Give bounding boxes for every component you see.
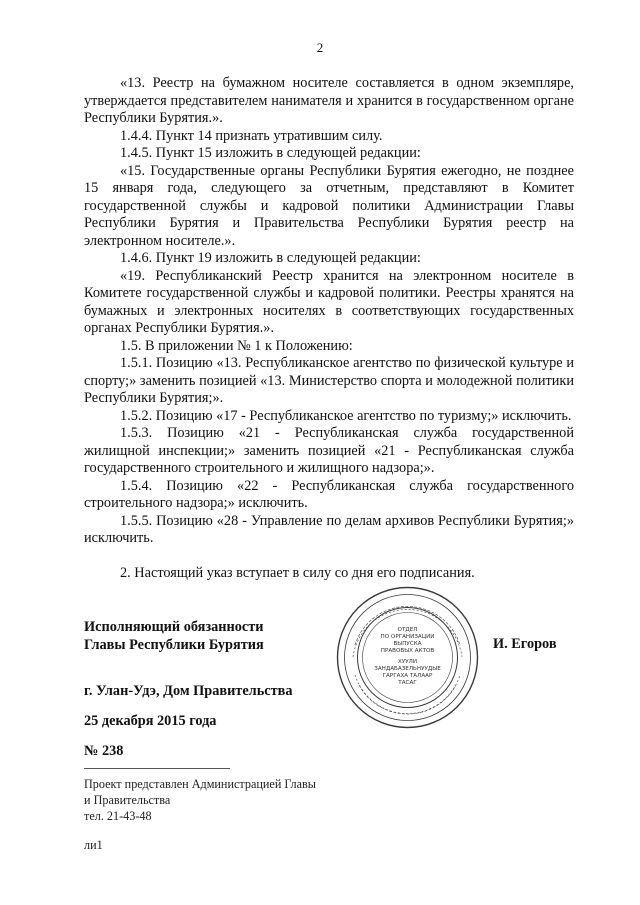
seal-line: ЗАНДАБАЗЕЛЬНУУДЫЕ (374, 666, 441, 672)
position-line: Главы Республики Бурятия (84, 637, 264, 653)
position-line: Исполняющий обязанности (84, 619, 264, 635)
document-body (84, 75, 574, 582)
paragraph: 1.5. В приложении № 1 к Положению: (120, 337, 353, 354)
seal-line: ОТДЕЛ (397, 627, 418, 633)
date: 25 декабря 2015 года (84, 713, 217, 729)
footer-phone: тел. 21-43-48 (84, 809, 152, 823)
divider (84, 768, 230, 769)
paragraph: 1.5.5. Позицию «28 - Управление по делам архивов Республики Бурятия;» исключить. (84, 512, 574, 546)
seal-icon (335, 585, 480, 730)
seal-line: ПО ОРГАНИЗАЦИИ (380, 634, 435, 640)
place: г. Улан-Удэ, Дом Правительства (84, 683, 293, 699)
paragraph: 1.5.2. Позицию «17 - Республиканское агентство по туризму;» исключить. (120, 407, 572, 424)
footer-note (84, 776, 316, 824)
signatory-position (84, 618, 264, 654)
paragraph: 1.4.6. Пункт 19 изложить в следующей редакции: (120, 250, 421, 266)
paragraph: 1.4.5. Пункт 15 изложить в следующей редакции: (120, 145, 421, 161)
seal-line: ПРАВОВЫХ АКТОВ (380, 648, 435, 654)
paragraph: 1.4.4. Пункт 14 признать утратившим силу. (120, 127, 383, 144)
seal-line: ТАСАГ (398, 680, 417, 686)
final-paragraph: 2. Настоящий указ вступает в силу со дня его подписания. (120, 564, 475, 581)
footer-line: Проект представлен Администрацией Главы (84, 777, 316, 791)
paragraph: «13. Реестр на бумажном носителе составляется в одном экземпляре, утверждается представителем нанимателя и хранится в государственном органе Республики Бурятия.». (84, 75, 574, 126)
official-seal-stamp (335, 585, 480, 730)
signatory-name: И. Егоров (493, 636, 557, 652)
paragraph: «15. Государственные органы Республики Бурятия ежегодно, не позднее 15 января года, следующего за отчетным, представляют в Комитет государственной службы и кадровой политики Администрации Главы Республики Бурятия и Правительства Республики Бурятия реестр на электронном носителе.». (84, 162, 574, 249)
seal-line: ГАРГАХА ТАЛААР (382, 673, 433, 679)
page-number: 2 (316, 40, 324, 55)
seal-line: ВЫПУСКА (393, 641, 422, 647)
paragraph: 1.5.4. Позицию «22 - Республиканская служба государственного строительного надзора;» исключить. (84, 477, 574, 511)
file-code: ли1 (84, 838, 103, 852)
document-number: № 238 (84, 743, 124, 759)
paragraph: 1.5.3. Позицию «21 - Республиканская служба государственной жилищной инспекции;» заменить позицией «21 - Республиканская служба государственного строительного и жилищного надзора;». (84, 425, 574, 476)
paragraph: 1.5.1. Позицию «13. Республиканское агентство по физической культуре и спорту;» заменить позицией «13. Министерство спорта и молодежной политики Республики Бурятия;». (84, 355, 574, 406)
paragraph: «19. Республиканский Реестр хранится на электронном носителе в Комитете государственной службы и кадровой политики. Реестры хранятся на бумажных и электронных носителях в соответствующих государственных органах Республики Бурятия.». (84, 267, 574, 336)
seal-line: ХУУЛИ (397, 659, 418, 665)
footer-line: и Правительства (84, 793, 171, 807)
